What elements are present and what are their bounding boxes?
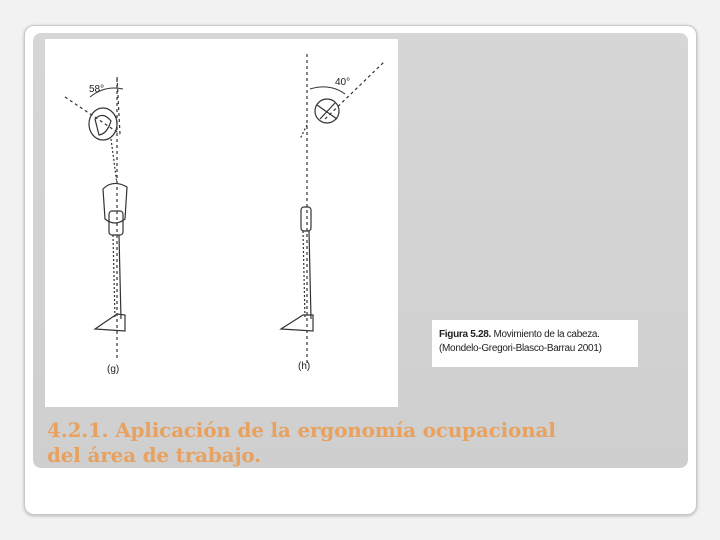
figure-caption-box <box>432 320 638 367</box>
right-angle-label: 40° <box>335 77 351 88</box>
left-angle-label: 58° <box>89 84 105 95</box>
posture-drawing <box>45 39 398 407</box>
caption-source: (Mondelo-Gregori-Blasco-Barrau 2001) <box>439 343 602 354</box>
posture-figure <box>45 39 398 407</box>
slide-title <box>47 418 687 468</box>
slide-title-line1: 4.2.1. Aplicación de la ergonomía ocupacional <box>47 418 556 442</box>
caption-label: Figura 5.28. <box>439 329 491 340</box>
figure-caption <box>439 328 639 356</box>
left-figure-label: (g) <box>107 364 120 375</box>
caption-description: Movimiento de la cabeza. <box>490 329 600 340</box>
slide-title-line2: del área de trabajo. <box>47 443 261 467</box>
right-figure-label: (h) <box>298 361 311 372</box>
